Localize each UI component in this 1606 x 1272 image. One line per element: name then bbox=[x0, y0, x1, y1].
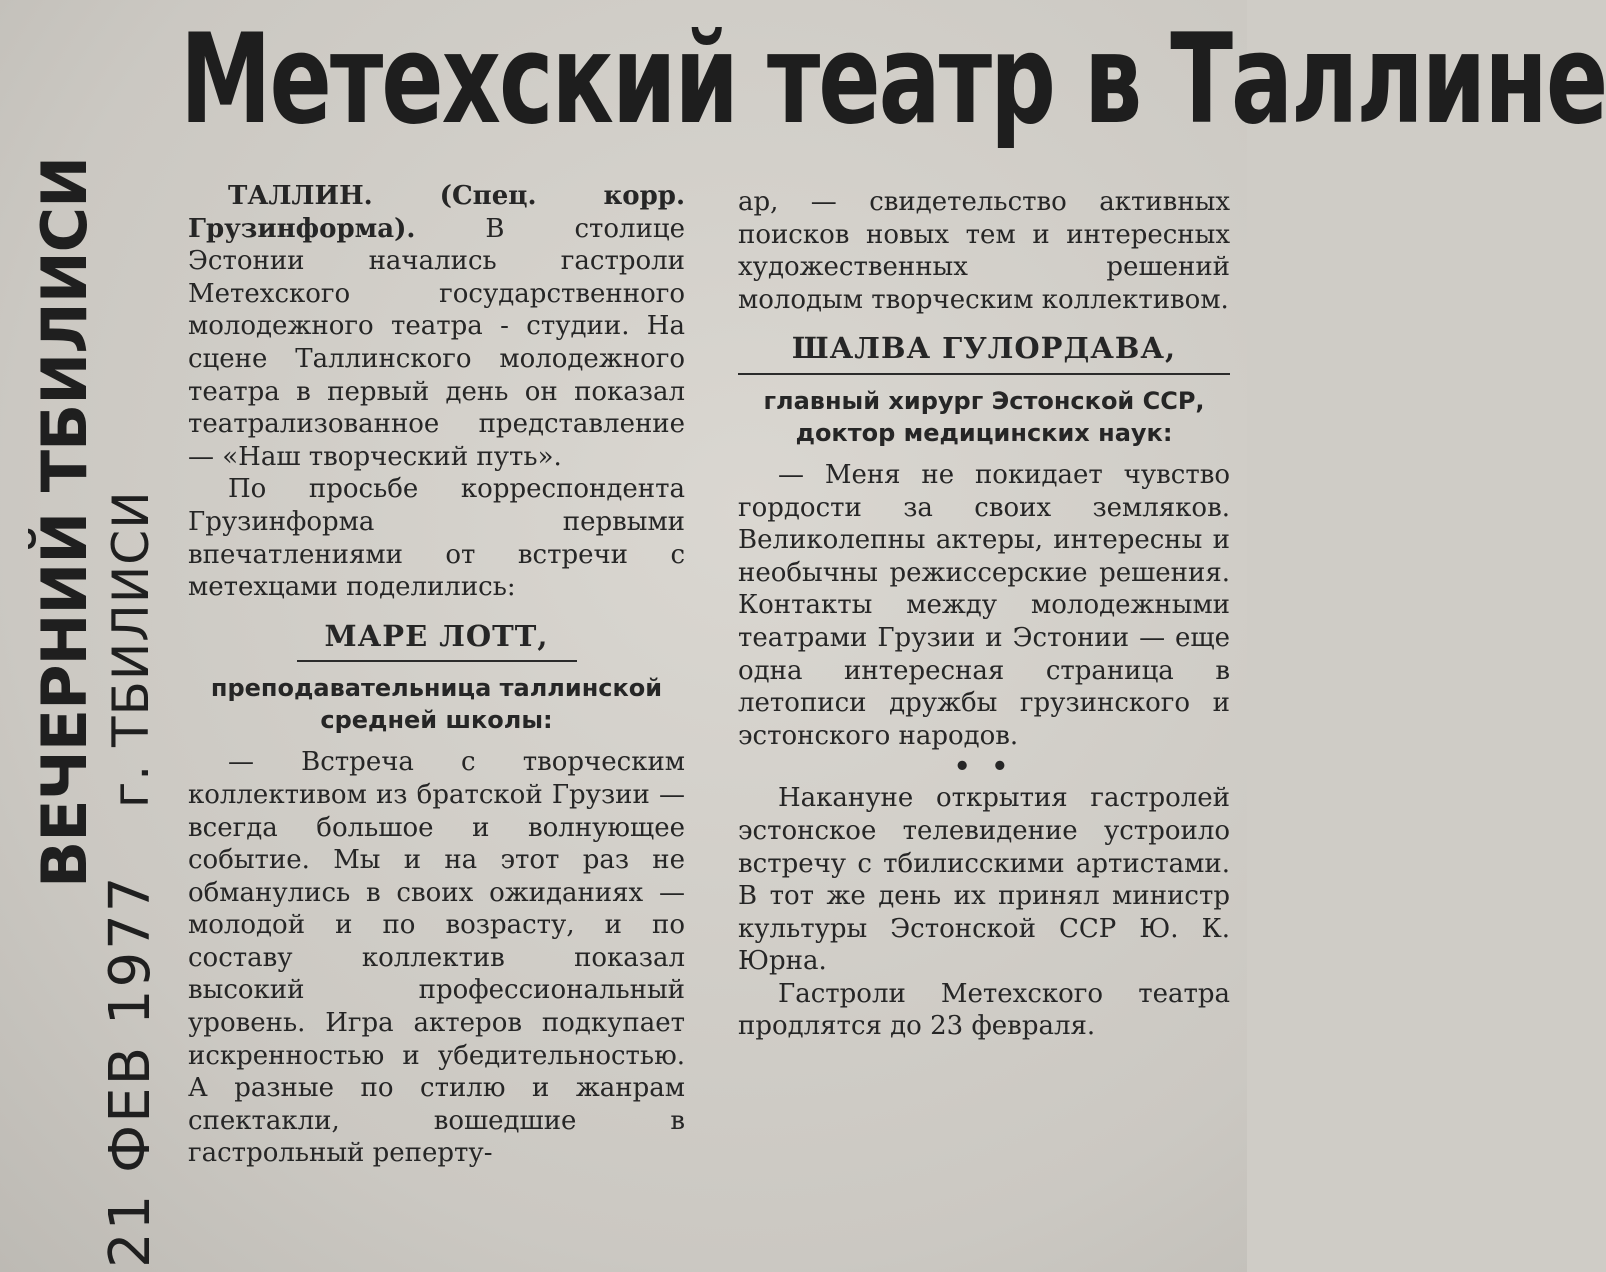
request-paragraph: По просьбе корреспондента Грузинформа первыми впечатлениями от встречи с метехцами поделились: bbox=[188, 474, 685, 603]
headline: Метехский театр в Таллине bbox=[180, 7, 1606, 152]
closing-paragraph-2: Гастроли Метехского театра продлятся до 23 февраля. bbox=[738, 978, 1230, 1042]
article-column-2 bbox=[738, 186, 1230, 1043]
article-column-1 bbox=[188, 180, 685, 1170]
speaker2-quote: — Меня не покидает чувство гордости за своих земляков. Великолепны актеры, интересны и необычны режиссерские решения. Контакты между молодежными театрами Грузии и Эстонии — еще одна интересная страница в летописи дружбы грузинского и эстонского народов. bbox=[738, 459, 1230, 751]
dateline: ТАЛЛИН. (Спец. корр. Грузинформа). bbox=[188, 181, 685, 244]
section-separator: • • bbox=[953, 752, 1015, 783]
article-lead-paragraph bbox=[188, 180, 685, 473]
stamp-newspaper-name: ВЕЧЕРНИЙ ТБИЛИСИ bbox=[28, 157, 101, 888]
speaker1-quote-part1: — Встреча с творческим коллективом из братской Грузии — всегда большое и волнующее событие. Мы и на этот раз не обманулись в своих ожиданиях — молодой и по возрасту, и по составу коллектив показал высокий профессиональный уровень. Игра актеров подкупает искренностью и убедительностью. А разные по стилю и жанрам спектакли, вошедшие в гастрольный реперту- bbox=[188, 747, 685, 1169]
speaker1-name: МАРЕ ЛОТТ, bbox=[324, 618, 549, 653]
speaker2-name: ШАЛВА ГУЛОРДАВА, bbox=[791, 331, 1177, 366]
speaker1-quote-part2: ар, — свидетельство активных поисков новых тем и интересных художественных решений молодым творческим коллективом. bbox=[738, 187, 1230, 315]
speaker2-divider bbox=[738, 373, 1230, 375]
stamp-city: г. ТБИЛИСИ bbox=[102, 490, 160, 808]
speaker2-title: главный хирург Эстонской ССР, доктор медицинских наук: bbox=[763, 386, 1205, 447]
speaker1-divider bbox=[297, 660, 577, 662]
speaker1-title: преподавательница таллинской средней школы: bbox=[210, 674, 663, 735]
stamp-date: 21 ФЕВ 1977 bbox=[98, 874, 163, 1268]
intro-text: В столице Эстонии начались гастроли Метехского государственного молодежного театра - студии. На сцене Таллинского молодежного театра в первый день он показал театрализованное представление — «Наш творческий путь». bbox=[188, 213, 685, 472]
closing-paragraph-1: Накануне открытия гастролей эстонское телевидение устроило встречу с тбилисскими артистами. В тот же день их принял министр культуры Эстонской ССР Ю. К. Юрна. bbox=[738, 783, 1230, 977]
